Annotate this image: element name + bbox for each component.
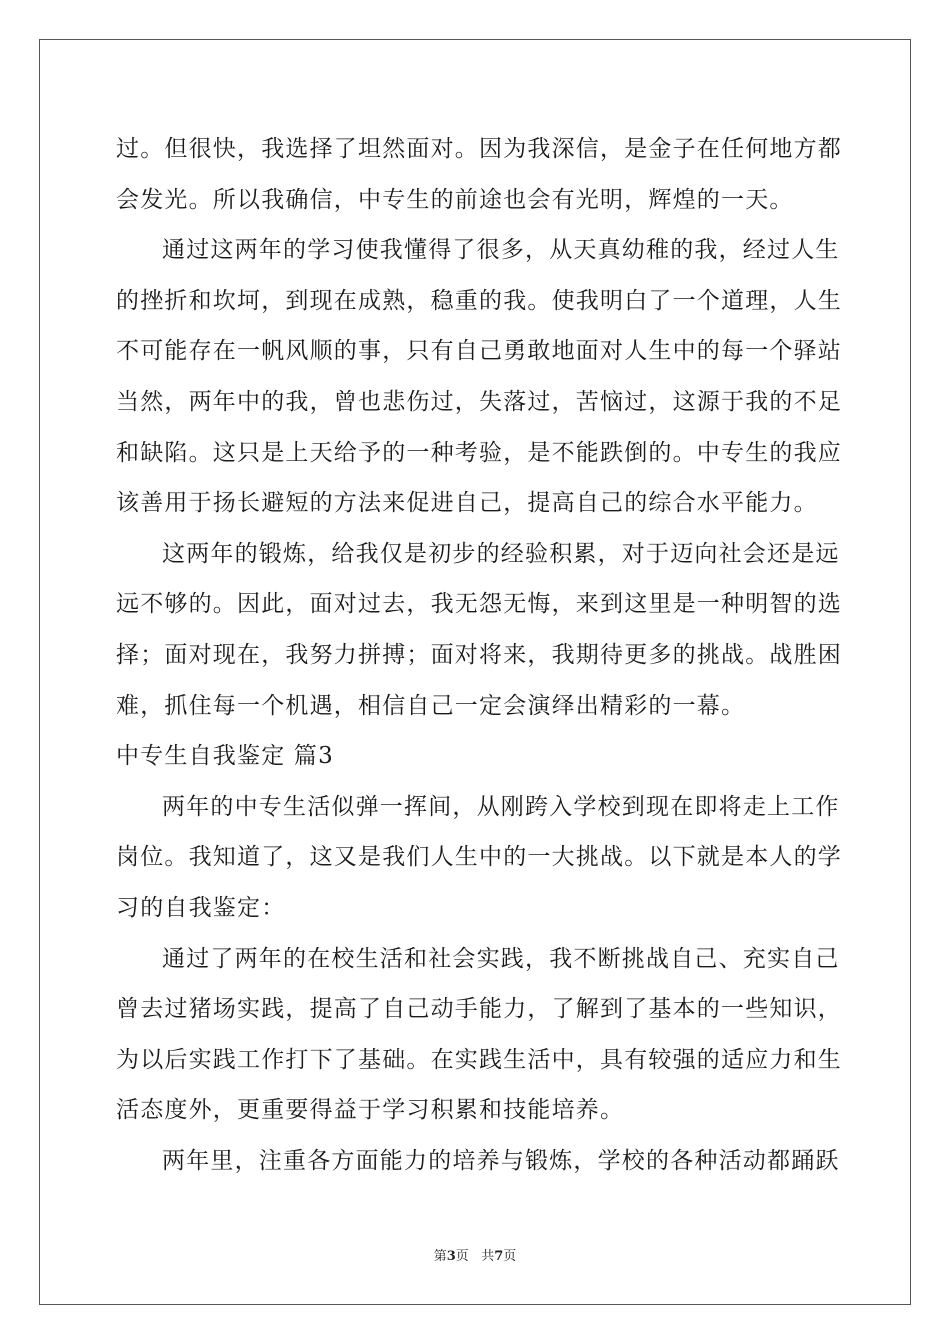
text-line-20: 活态度外，更重要得益于学习积累和技能培养。: [116, 1097, 625, 1124]
text-line-21: 两年里，注重各方面能力的培养与锻炼，学校的各种活动都踊跃: [162, 1147, 840, 1174]
current-page-number: 3: [446, 1249, 456, 1264]
text-line-18: 曾去过猪场实践，提高了自己动手能力，了解到了基本的一些知识，: [116, 996, 842, 1023]
text-line-16: 习的自我鉴定：: [116, 894, 286, 921]
text-line-4: 的挫折和坎坷，到现在成熟，稳重的我。使我明白了一个道理，人生: [116, 287, 842, 314]
text-line-7: 和缺陷。这只是上天给予的一种考验，是不能跌倒的。中专生的我应: [116, 439, 842, 466]
text-line-3: 通过这两年的学习使我懂得了很多，从天真幼稚的我，经过人生: [162, 237, 840, 264]
document-body: [116, 124, 842, 1186]
text-line-10: 远不够的。因此，面对过去，我无怨无悔，来到这里是一种明智的选: [116, 591, 842, 618]
footer-total-suffix: 页: [503, 1249, 517, 1264]
footer-page-word: 页: [455, 1249, 469, 1264]
text-line-17: 通过了两年的在校生活和社会实践，我不断挑战自己、充实自己: [162, 945, 840, 972]
section-heading: 中专生自我鉴定 篇3: [116, 743, 334, 770]
text-line-12: 难，抓住每一个机遇，相信自己一定会演绎出精彩的一幕。: [116, 692, 746, 719]
footer-prefix: 第: [433, 1249, 447, 1264]
footer-total-prefix: 共: [481, 1249, 495, 1264]
text-line-14: 两年的中专生活似弹一挥间，从刚跨入学校到现在即将走上工作: [162, 793, 840, 820]
text-line-9: 这两年的锻炼，给我仅是初步的经验积累，对于迈向社会还是远: [162, 540, 840, 567]
text-line-19: 为以后实践工作打下了基础。在实践生活中，具有较强的适应力和生: [116, 1046, 842, 1073]
page-footer: [0, 1245, 950, 1264]
text-line-2: 会发光。所以我确信，中专生的前途也会有光明，辉煌的一天。: [116, 186, 794, 213]
text-line-5: 不可能存在一帆风顺的事，只有自己勇敢地面对人生中的每一个驿站: [116, 338, 842, 365]
text-line-8: 该善用于扬长避短的方法来促进自己，提高自己的综合水平能力。: [116, 490, 818, 517]
text-line-11: 择；面对现在，我努力拼搏；面对将来，我期待更多的挑战。战胜困: [116, 641, 842, 668]
text-line-6: 当然，两年中的我，曾也悲伤过，失落过，苦恼过，这源于我的不足: [116, 388, 842, 415]
text-line-1: 过。但很快，我选择了坦然面对。因为我深信，是金子在任何地方都: [116, 136, 842, 162]
text-line-15: 岗位。我知道了，这又是我们人生中的一大挑战。以下就是本人的学: [116, 844, 842, 871]
total-pages-number: 7: [494, 1249, 504, 1264]
